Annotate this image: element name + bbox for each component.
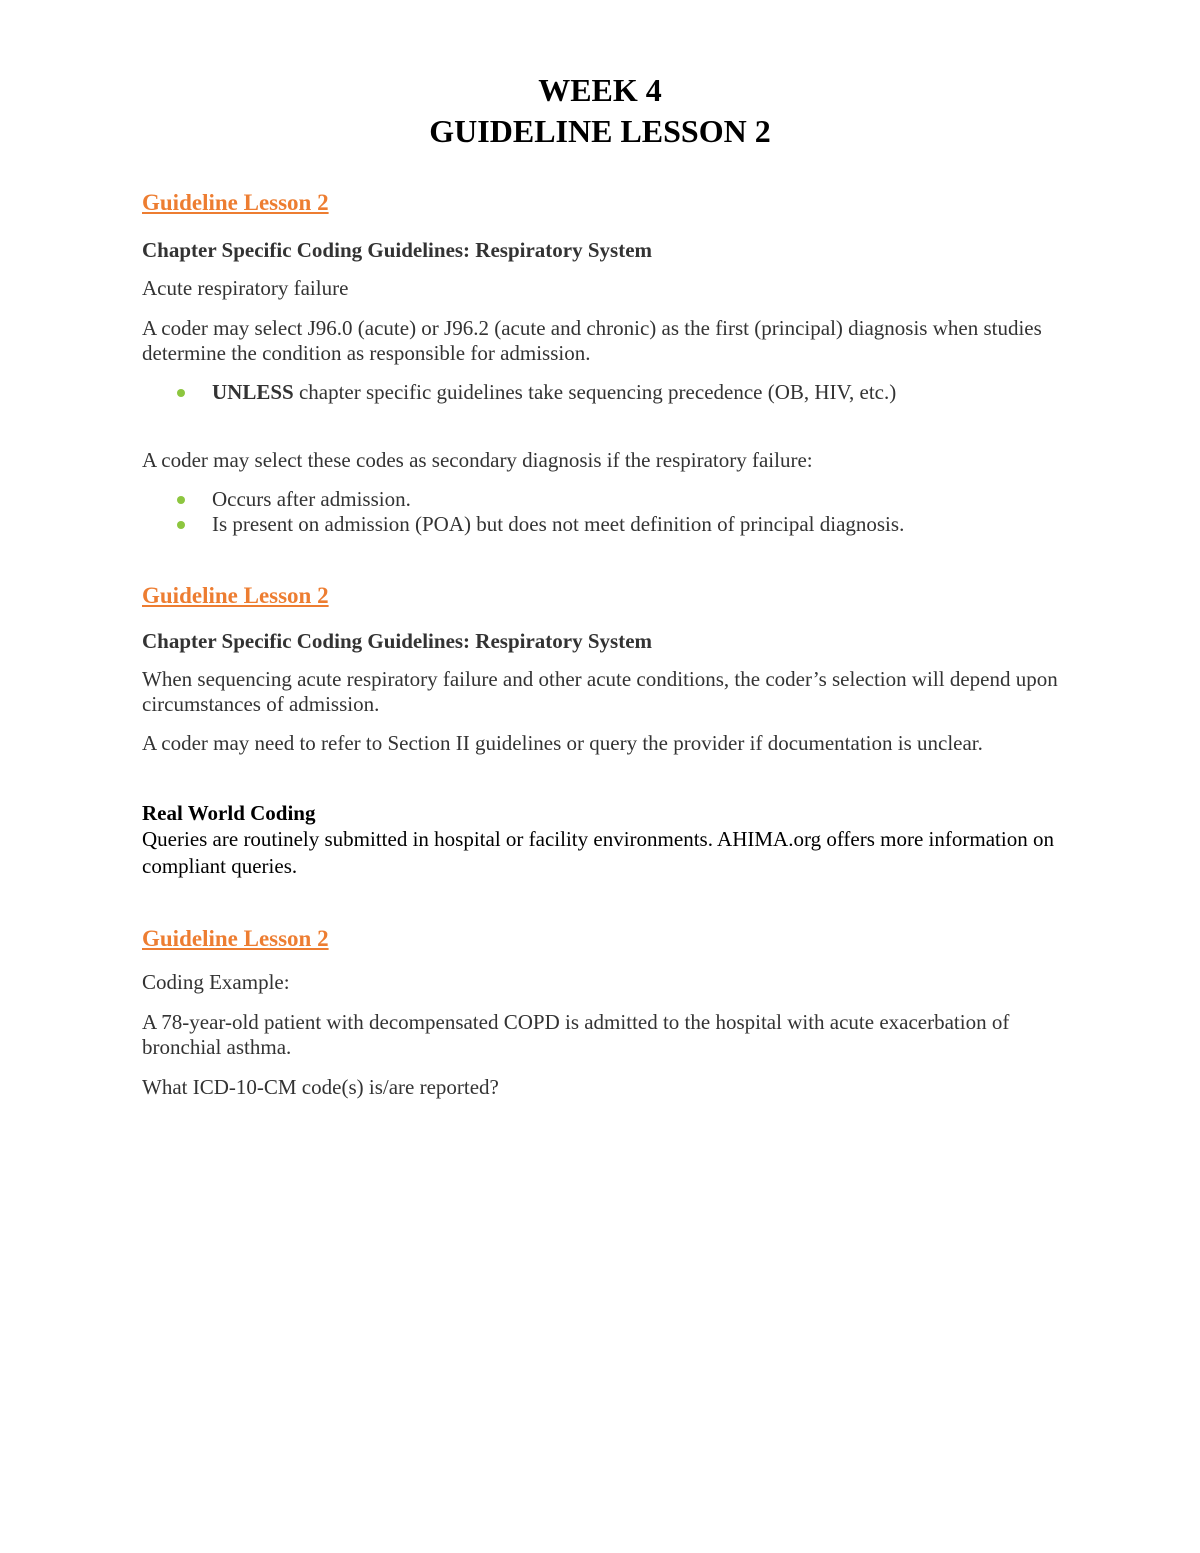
chapter-heading: Chapter Specific Coding Guidelines: Respiratory System bbox=[142, 629, 653, 653]
document-title bbox=[142, 70, 1062, 152]
paragraph: A coder may need to refer to Section II guidelines or query the provider if documentation is unclear. bbox=[142, 731, 983, 755]
paragraph: What ICD-10-CM code(s) is/are reported? bbox=[142, 1075, 499, 1099]
guideline-lesson-link[interactable]: Guideline Lesson 2 bbox=[142, 926, 329, 951]
real-world-coding-text: Queries are routinely submitted in hospital or facility environments. AHIMA.org offers more information on compliant queries. bbox=[142, 827, 1054, 878]
title-line-1: WEEK 4 bbox=[538, 72, 662, 108]
paragraph: A coder may select J96.0 (acute) or J96.2 (acute and chronic) as the first (principal) diagnosis when studies determine the condition as responsible for admission. bbox=[142, 316, 1042, 365]
list-item bbox=[212, 512, 1062, 537]
bullet-dot-icon bbox=[177, 389, 185, 397]
paragraph: Acute respiratory failure bbox=[142, 276, 349, 300]
document-page bbox=[142, 70, 1062, 1100]
section-1 bbox=[142, 189, 1062, 537]
guideline-lesson-link[interactable]: Guideline Lesson 2 bbox=[142, 583, 329, 608]
list-item bbox=[212, 380, 1062, 405]
bullet-dot-icon bbox=[177, 521, 185, 529]
list-item-text: Is present on admission (POA) but does not meet definition of principal diagnosis. bbox=[212, 512, 905, 536]
guideline-lesson-link[interactable]: Guideline Lesson 2 bbox=[142, 190, 329, 215]
emphasis-text: UNLESS bbox=[212, 380, 294, 404]
paragraph: Coding Example: bbox=[142, 970, 290, 994]
section-2 bbox=[142, 582, 1062, 880]
bullet-list bbox=[142, 487, 1062, 537]
real-world-coding-heading: Real World Coding bbox=[142, 801, 316, 825]
paragraph: When sequencing acute respiratory failure and other acute conditions, the coder’s selection will depend upon circumstances of admission. bbox=[142, 667, 1058, 716]
list-item bbox=[212, 487, 1062, 512]
paragraph: A coder may select these codes as secondary diagnosis if the respiratory failure: bbox=[142, 448, 813, 472]
section-3 bbox=[142, 925, 1062, 1100]
list-item-text: chapter specific guidelines take sequencing precedence (OB, HIV, etc.) bbox=[293, 380, 897, 404]
paragraph: A 78-year-old patient with decompensated COPD is admitted to the hospital with acute exacerbation of bronchial asthma. bbox=[142, 1010, 1010, 1059]
bullet-dot-icon bbox=[177, 496, 185, 504]
chapter-heading: Chapter Specific Coding Guidelines: Respiratory System bbox=[142, 238, 653, 262]
list-item-text: Occurs after admission. bbox=[212, 487, 411, 511]
bullet-list bbox=[142, 380, 1062, 405]
title-line-2: GUIDELINE LESSON 2 bbox=[429, 113, 771, 149]
